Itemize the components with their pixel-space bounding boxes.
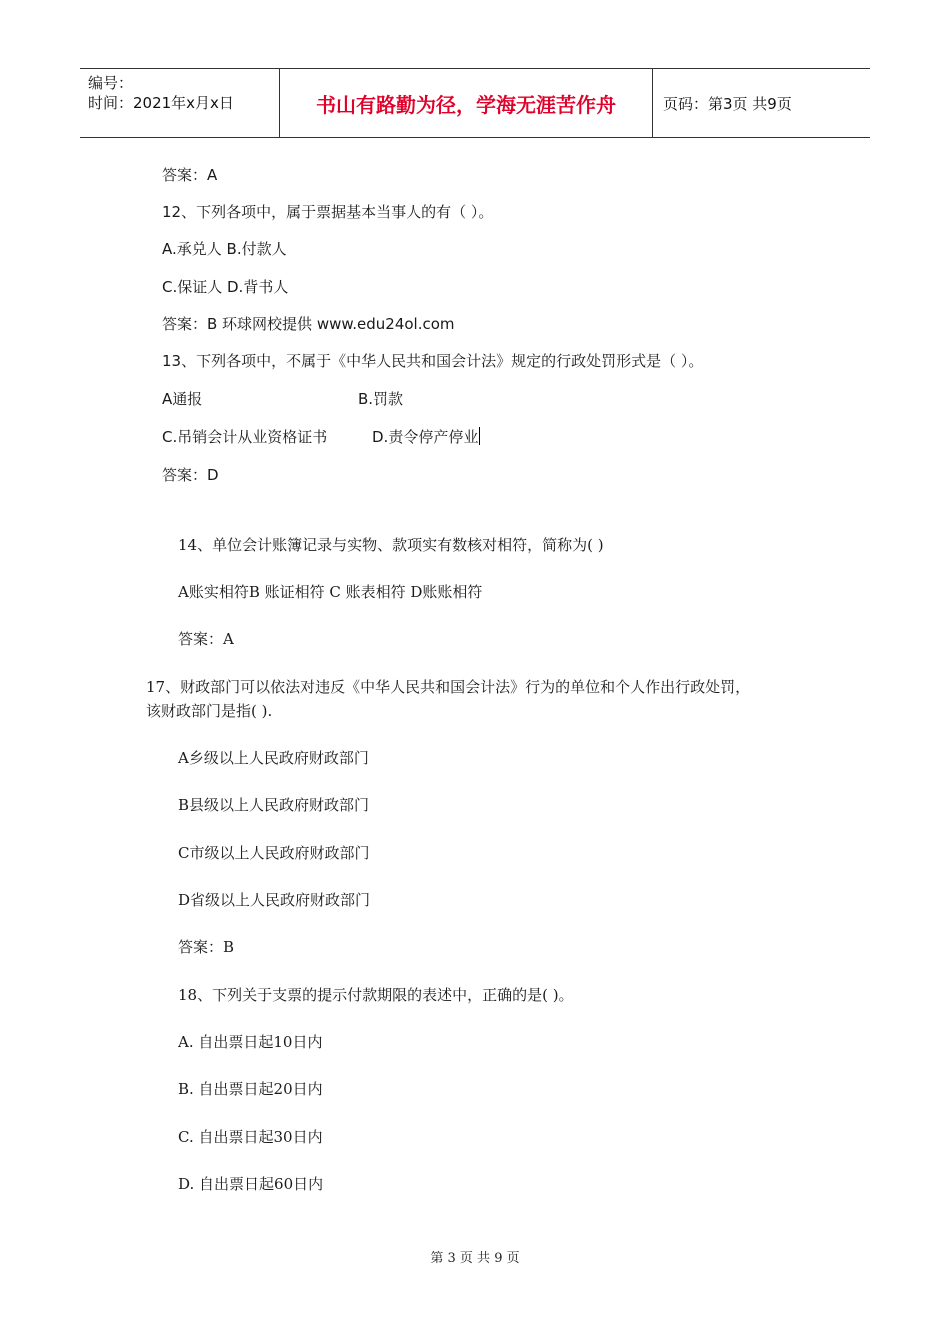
header-meta: [80, 69, 280, 137]
number-label: 编号：: [88, 74, 134, 92]
q13-option-d-line: [372, 426, 480, 447]
q18-option-a: A. 自出票日起10日内: [178, 1033, 323, 1051]
q12-options-2: C.保证人 D.背书人: [162, 278, 289, 296]
answer-17: 答案：B: [178, 938, 235, 956]
answer-12: 答案：B 环球网校提供 www.edu24ol.com: [162, 315, 455, 333]
q13-option-a: A通报: [162, 390, 203, 408]
question-13: 13、下列各项中，不属于《中华人民共和国会计法》规定的行政处罚形式是（ ）。: [162, 352, 704, 370]
answer-13: 答案：D: [162, 466, 219, 484]
q13-option-d: D.责令停产停业: [372, 428, 479, 446]
q17-option-d: D省级以上人民政府财政部门: [178, 891, 371, 909]
q13-option-b: B.罚款: [358, 390, 404, 408]
q17-option-c: C市级以上人民政府财政部门: [178, 844, 370, 862]
q18-option-c: C. 自出票日起30日内: [178, 1128, 323, 1146]
q18-option-d: D. 自出票日起60日内: [178, 1175, 324, 1193]
page-header: [80, 68, 870, 138]
question-17-line-2: 该财政部门是指( ).: [146, 702, 273, 720]
question-17-line-1: 17、财政部门可以依法对违反《中华人民共和国会计法》行为的单位和个人作出行政处罚，: [146, 678, 751, 696]
header-page-info: 页码：第3页 共9页: [663, 94, 792, 113]
q17-option-a: A乡级以上人民政府财政部门: [178, 749, 369, 767]
question-18: 18、下列关于支票的提示付款期限的表述中，正确的是( )。: [178, 986, 574, 1004]
question-12: 12、下列各项中，属于票据基本当事人的有（ ）。: [162, 203, 494, 221]
text-cursor: [479, 427, 480, 445]
page-footer: 第 3 页 共 9 页: [430, 1251, 520, 1266]
answer-14: 答案：A: [178, 630, 234, 648]
q13-option-c: C.吊销会计从业资格证书: [162, 428, 328, 446]
header-motto: 书山有路勤为径，学海无涯苦作舟: [280, 69, 653, 137]
q18-option-b: B. 自出票日起20日内: [178, 1080, 323, 1098]
q14-options: A账实相符B 账证相符 C 账表相符 D账账相符: [178, 583, 483, 601]
answer-11: 答案：A: [162, 166, 218, 184]
date-label: 时间：2021年x月x日: [88, 94, 234, 112]
q12-options-1: A.承兑人 B.付款人: [162, 240, 287, 258]
question-14: 14、单位会计账簿记录与实物、款项实有数核对相符，简称为( ): [178, 536, 604, 554]
q17-option-b: B县级以上人民政府财政部门: [178, 796, 370, 814]
